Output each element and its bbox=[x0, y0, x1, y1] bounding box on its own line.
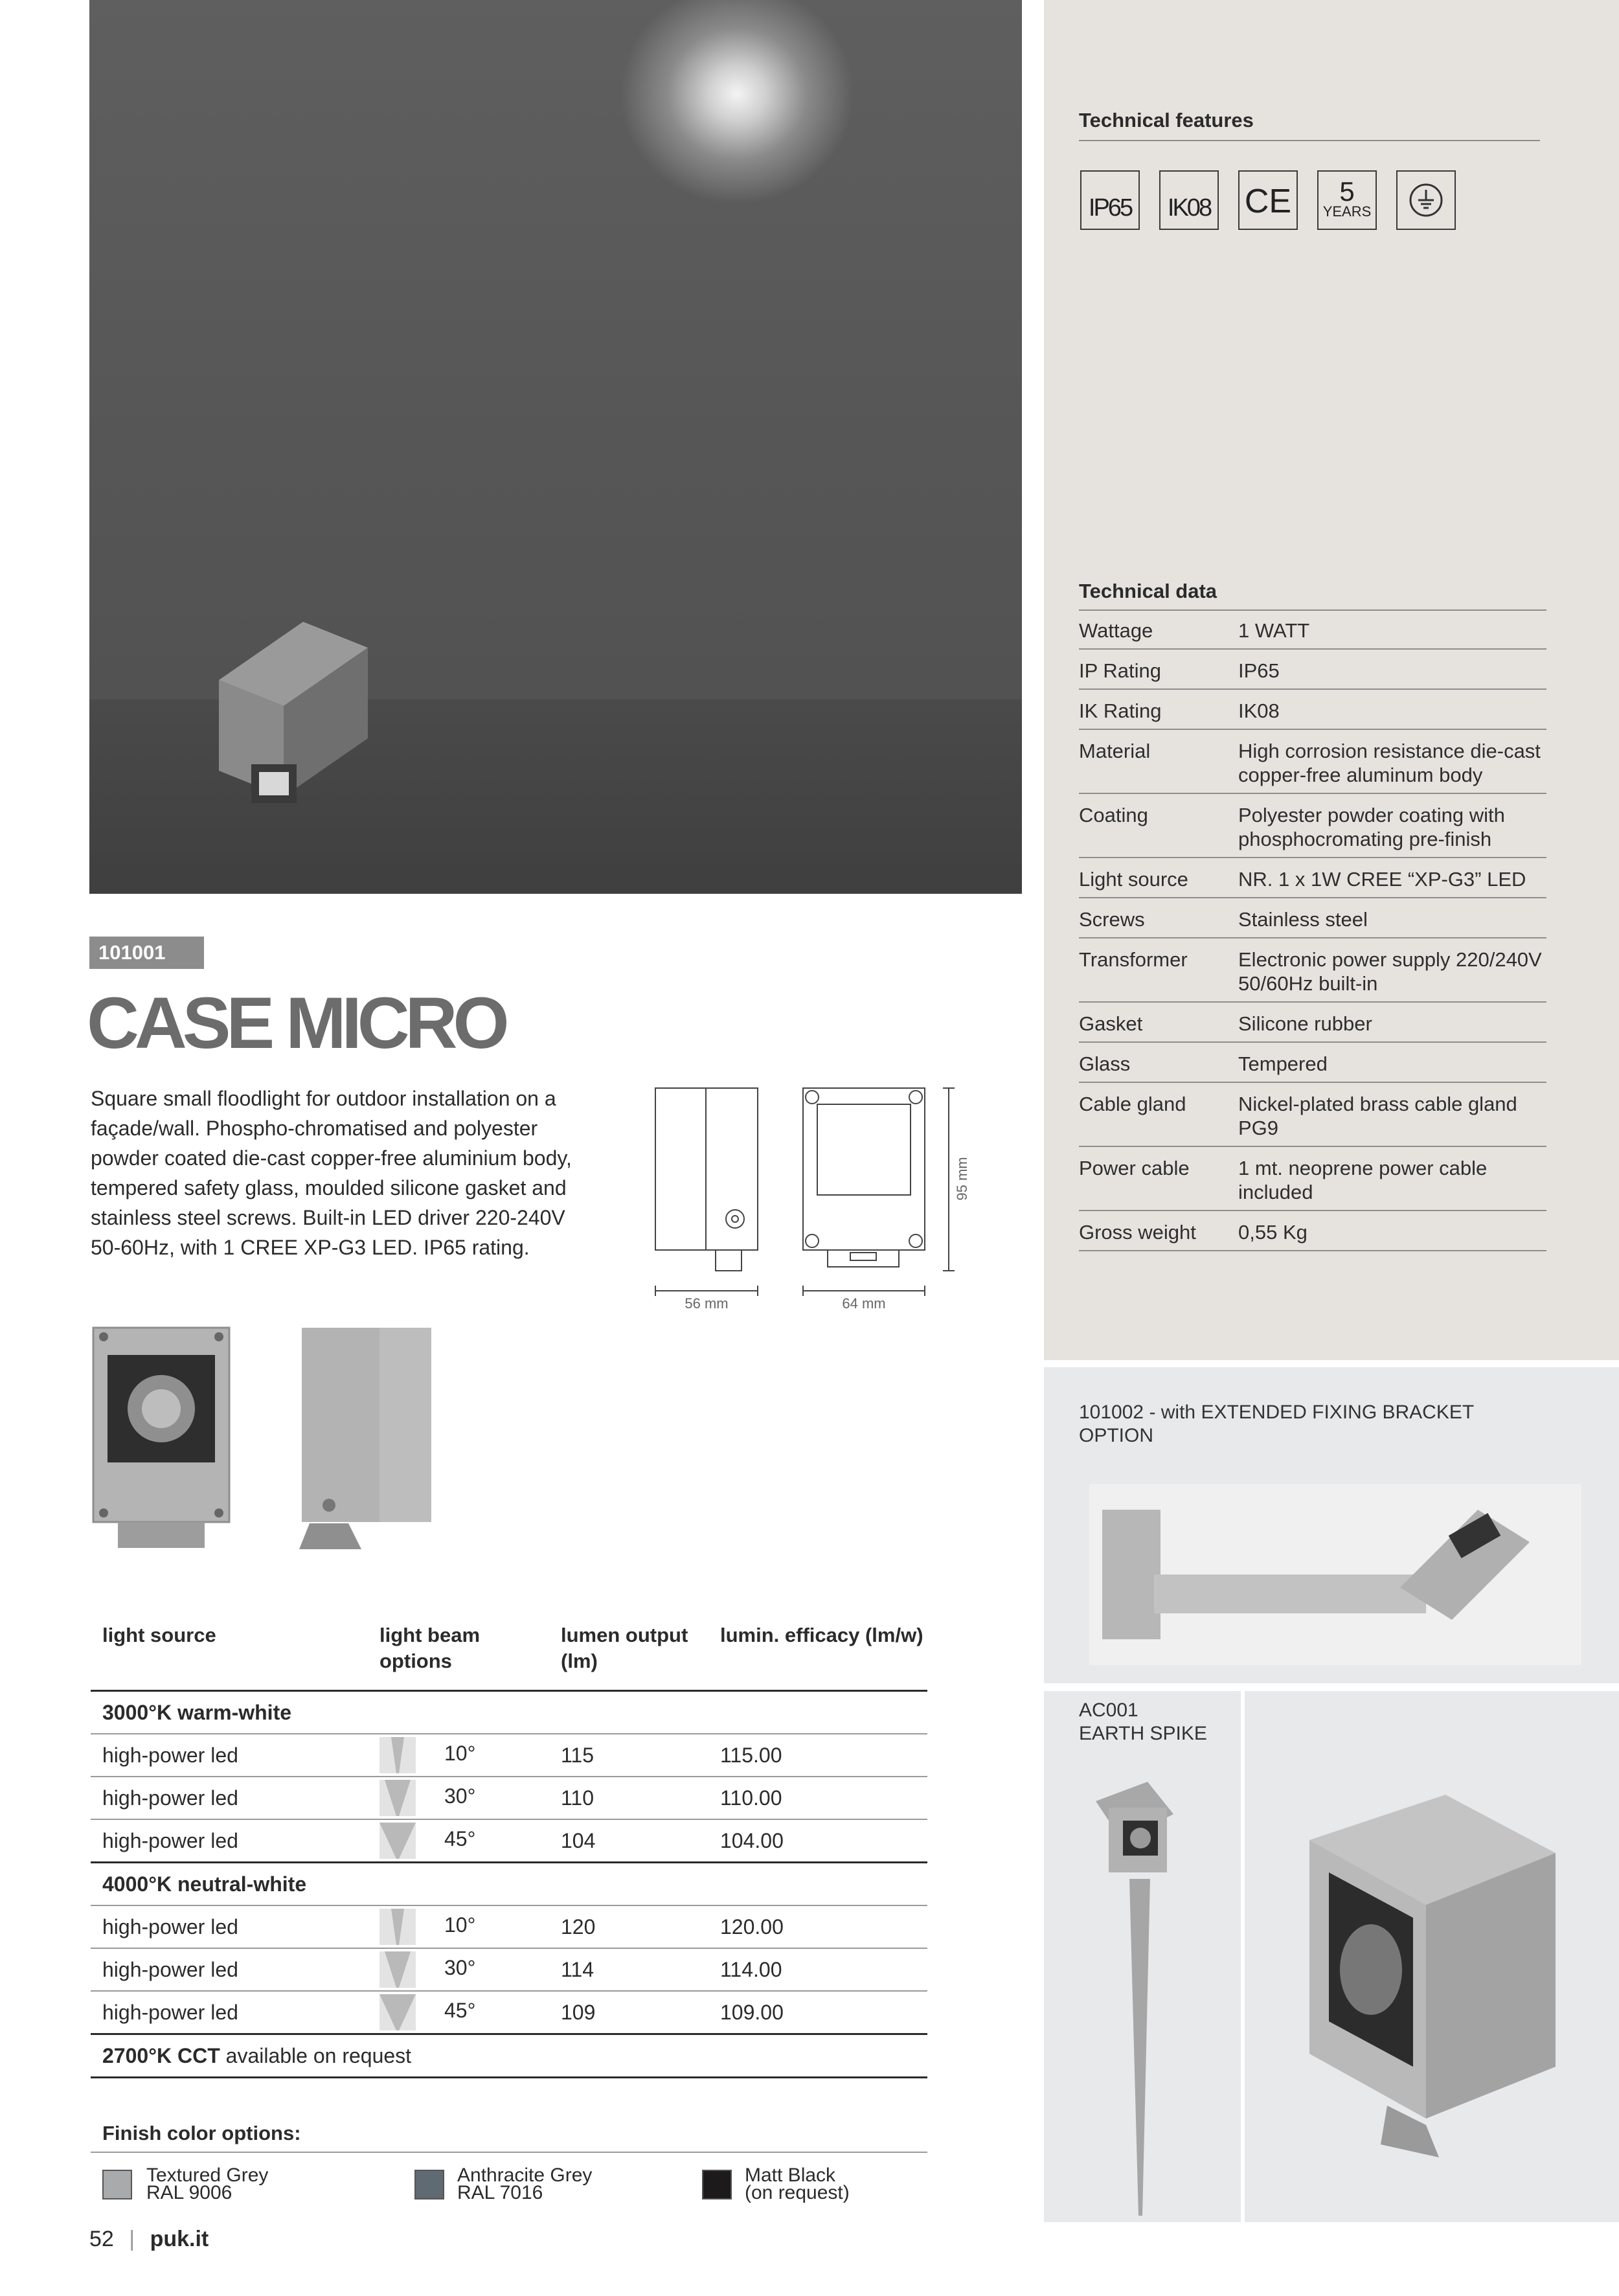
tech-key: Gross weight bbox=[1079, 1211, 1238, 1251]
cell-lumen: 104 bbox=[549, 1819, 708, 1863]
table-row bbox=[91, 1777, 927, 1819]
tech-value: IP65 bbox=[1238, 649, 1546, 689]
table-row bbox=[1079, 609, 1546, 649]
divider bbox=[1079, 140, 1540, 141]
finish-heading: Finish color options: bbox=[102, 2122, 301, 2144]
technical-data-table bbox=[1079, 609, 1546, 1251]
tech-key: Transformer bbox=[1079, 938, 1238, 1002]
tech-value: 0,55 Kg bbox=[1238, 1211, 1546, 1251]
cell-lumen: 110 bbox=[549, 1777, 708, 1819]
floodlight-photo bbox=[206, 602, 400, 829]
column-header: light source bbox=[91, 1622, 368, 1691]
bracket-photo bbox=[1089, 1484, 1581, 1665]
product-code-tag: 101001 bbox=[89, 937, 204, 969]
tech-key: Material bbox=[1079, 729, 1238, 793]
tech-value: 1 WATT bbox=[1238, 609, 1546, 649]
finish-option: Textured Grey RAL 9006 bbox=[146, 2165, 269, 2203]
table-row bbox=[1079, 689, 1546, 729]
table-row bbox=[1079, 938, 1546, 1002]
tech-key: Glass bbox=[1079, 1042, 1238, 1082]
spec-table bbox=[91, 1622, 927, 2078]
cell-efficacy: 114.00 bbox=[708, 1948, 927, 1991]
cell-source: high-power led bbox=[91, 1991, 368, 2034]
group-row bbox=[91, 1691, 927, 1734]
column-header: lumin. efficacy (lm/w) bbox=[708, 1622, 927, 1691]
technical-data-heading: Technical data bbox=[1079, 580, 1217, 602]
tech-value: High corrosion resistance die-cast copper-free aluminum body bbox=[1238, 729, 1546, 793]
finish-option: Matt Black (on request) bbox=[745, 2165, 850, 2203]
cell-source: high-power led bbox=[91, 1734, 368, 1777]
cell-source: high-power led bbox=[91, 1777, 368, 1819]
tech-value: Polyester powder coating with phosphocromating pre-finish bbox=[1238, 793, 1546, 858]
ip65-badge: IP65 bbox=[1080, 170, 1140, 230]
note-text: available on request bbox=[225, 2043, 412, 2067]
column-header: lumen output (lm) bbox=[549, 1622, 708, 1691]
tech-value: 1 mt. neoprene power cable included bbox=[1238, 1146, 1546, 1211]
cell-efficacy: 110.00 bbox=[708, 1777, 927, 1819]
swatch-anthracite-grey bbox=[414, 2170, 444, 2199]
tech-value: Silicone rubber bbox=[1238, 1002, 1546, 1042]
tech-value: IK08 bbox=[1238, 689, 1546, 729]
tech-key: Cable gland bbox=[1079, 1082, 1238, 1146]
beam-narrow-icon bbox=[379, 1909, 416, 1945]
tech-key: Coating bbox=[1079, 793, 1238, 858]
site-link[interactable]: puk.it bbox=[150, 2227, 209, 2251]
divider bbox=[91, 2152, 927, 2153]
table-row bbox=[1079, 1146, 1546, 1211]
cell-lumen: 114 bbox=[549, 1948, 708, 1991]
cell-beam: 45° bbox=[444, 1827, 476, 1851]
ik08-badge: IK08 bbox=[1159, 170, 1219, 230]
table-row bbox=[1079, 793, 1546, 858]
cell-lumen: 120 bbox=[549, 1905, 708, 1948]
note-row bbox=[91, 2034, 927, 2078]
table-row bbox=[1079, 1002, 1546, 1042]
warranty-badge: 5 YEARS bbox=[1317, 170, 1377, 230]
finish-option: Anthracite Grey RAL 7016 bbox=[457, 2165, 593, 2203]
page-footer: 52 | puk.it bbox=[89, 2227, 209, 2251]
tech-value: Nickel-plated brass cable gland PG9 bbox=[1238, 1082, 1546, 1146]
cell-lumen: 109 bbox=[549, 1991, 708, 2034]
side-view-photo bbox=[271, 1321, 465, 1567]
technical-features-heading: Technical features bbox=[1079, 109, 1254, 131]
tech-value: Stainless steel bbox=[1238, 898, 1546, 938]
tech-key: Light source bbox=[1079, 858, 1238, 898]
cell-beam: 10° bbox=[444, 1913, 476, 1937]
column-header: light beam options bbox=[368, 1622, 549, 1691]
tech-value: Electronic power supply 220/240V 50/60Hz built-in bbox=[1238, 938, 1546, 1002]
tech-key: IK Rating bbox=[1079, 689, 1238, 729]
table-row bbox=[1079, 1042, 1546, 1082]
group-label: 3000°K warm-white bbox=[91, 1691, 927, 1734]
table-row bbox=[1079, 729, 1546, 793]
product-title: CASE MICRO bbox=[87, 983, 505, 1063]
availability-note bbox=[91, 2034, 927, 2078]
earth-spike-panel bbox=[1044, 1691, 1241, 2222]
table-header-row bbox=[91, 1622, 927, 1691]
table-row bbox=[1079, 1211, 1546, 1251]
tech-key: Power cable bbox=[1079, 1146, 1238, 1211]
tech-key: IP Rating bbox=[1079, 649, 1238, 689]
table-row bbox=[91, 1734, 927, 1777]
tech-value: NR. 1 x 1W CREE “XP-G3” LED bbox=[1238, 858, 1546, 898]
earth-ground-icon bbox=[1396, 170, 1456, 230]
tech-value: Tempered bbox=[1238, 1042, 1546, 1082]
beam-medium-icon bbox=[379, 1780, 416, 1816]
ce-mark-icon: CE bbox=[1238, 170, 1298, 230]
tech-key: Gasket bbox=[1079, 1002, 1238, 1042]
front-view-photo bbox=[73, 1321, 247, 1567]
note-bold: 2700°K CCT bbox=[102, 2043, 220, 2067]
table-row bbox=[1079, 858, 1546, 898]
bracket-option-label: 101002 - with EXTENDED FIXING BRACKET OPTION bbox=[1079, 1402, 1475, 1446]
cell-beam: 10° bbox=[444, 1742, 476, 1766]
beam-narrow-icon bbox=[379, 1737, 416, 1773]
table-row bbox=[1079, 898, 1546, 938]
table-row bbox=[91, 1991, 927, 2034]
cell-beam: 45° bbox=[444, 1999, 476, 2023]
cell-source: high-power led bbox=[91, 1819, 368, 1863]
cell-efficacy: 115.00 bbox=[708, 1734, 927, 1777]
table-row bbox=[1079, 649, 1546, 689]
tech-key: Screws bbox=[1079, 898, 1238, 938]
floodlight-closeup-photo bbox=[1284, 1795, 1581, 2157]
table-row bbox=[1079, 1082, 1546, 1146]
cell-beam: 30° bbox=[444, 1784, 476, 1808]
cell-source: high-power led bbox=[91, 1948, 368, 1991]
earth-spike-photo bbox=[1083, 1775, 1212, 2216]
beam-medium-icon bbox=[379, 1951, 416, 1988]
tech-key: Wattage bbox=[1079, 609, 1238, 649]
bracket-option-panel bbox=[1044, 1367, 1619, 1683]
dimension-width-front: 64 mm bbox=[842, 1295, 886, 1312]
group-label: 4000°K neutral-white bbox=[91, 1863, 927, 1906]
cell-efficacy: 109.00 bbox=[708, 1991, 927, 2034]
cell-efficacy: 120.00 bbox=[708, 1905, 927, 1948]
beam-wide-icon bbox=[379, 1823, 416, 1859]
table-row bbox=[91, 1948, 927, 1991]
cell-beam: 30° bbox=[444, 1956, 476, 1980]
dimension-height: 95 mm bbox=[954, 1157, 970, 1201]
table-row bbox=[91, 1905, 927, 1948]
group-row bbox=[91, 1863, 927, 1906]
beam-wide-icon bbox=[379, 1994, 416, 2030]
swatch-textured-grey bbox=[102, 2170, 132, 2199]
dimension-width-side: 56 mm bbox=[685, 1295, 729, 1312]
earth-spike-label: AC001 EARTH SPIKE bbox=[1079, 1699, 1207, 1744]
cell-efficacy: 104.00 bbox=[708, 1819, 927, 1863]
cell-source: high-power led bbox=[91, 1905, 368, 1948]
table-row bbox=[91, 1819, 927, 1863]
hero-photo bbox=[89, 0, 1022, 894]
cell-lumen: 115 bbox=[549, 1734, 708, 1777]
product-description: Square small floodlight for outdoor installation on a façade/wall. Phospho-chromatised and polyester powder coated die-cast copper-free aluminium body, tempered safety glass, moulded silicone gasket and stainless steel screws. Built-in LED driver 220-240V 50-60Hz, with 1 CREE XP-G3 LED. IP65 rating. bbox=[91, 1087, 572, 1259]
technical-drawing bbox=[648, 1082, 984, 1315]
swatch-matt-black bbox=[702, 2170, 732, 2199]
earth-spike-closeup bbox=[1245, 1691, 1619, 2222]
page-number: 52 bbox=[89, 2227, 114, 2251]
